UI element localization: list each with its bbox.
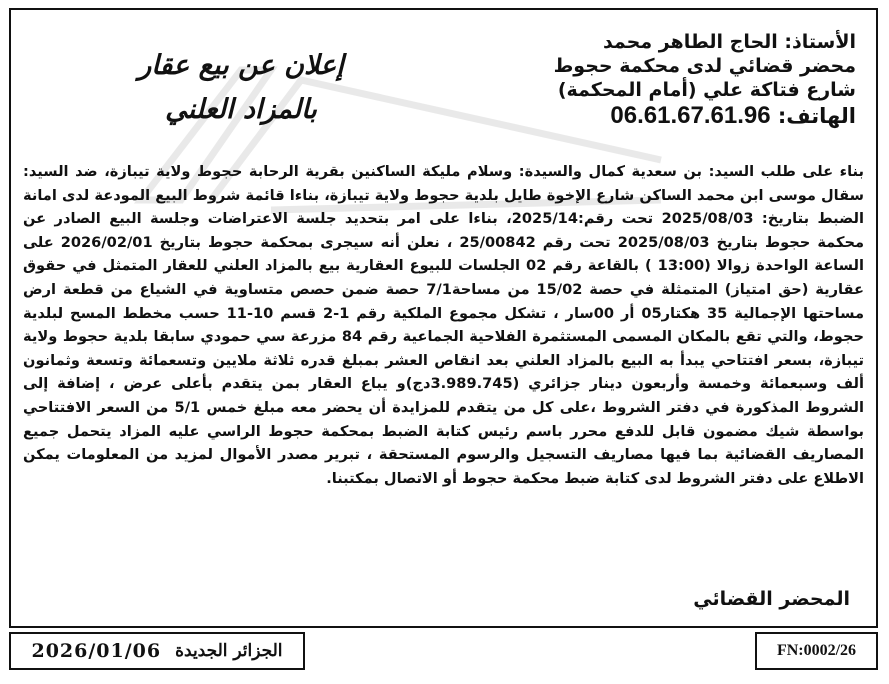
bailiff-role: محضر قضائي لدى محكمة حجوط: [553, 55, 856, 77]
phone-line: [496, 104, 856, 128]
bailiff-address: شارع فتاكة علي (أمام المحكمة): [557, 79, 856, 101]
newspaper-name: الجزائر الجديدة: [175, 641, 283, 661]
reference-box: [755, 632, 878, 670]
signature-label: المحضر القضائي: [693, 588, 850, 610]
phone-number: 06.61.67.61.96: [610, 102, 771, 129]
notice-body: بناء على طلب السيد: بن سعدية كمال والسيدة: وسلام مليكة الساكنين بقرية الرحابة حجوط ولاية تيبازة، ضد السيد: سقال موسى ابن محمد الساكن شارع الإخوة طايل بلدية حجوط ولاية تيبازة، بناءا قائمة شروط البيع المودعة لدى امانة الضبط بتاريخ: 2025/08/03 تحت رقم:2025/14، بناءا على امر بتحديد جلسة الاعتراضات وجلسة البيع الصادر عن محكمة حجوط بتاريخ 2025/08/03 تحت رقم 25/00842 ، نعلن أنه سيجرى بمحكمة حجوط بتاريخ 2026/02/01 على الساعة الواحدة زوالا (13:00 ) بالقاعة رقم 02 الجلسات للبيوع العقارية بيع بالمزاد العلني للعقار المتمثل في حقوق عقارية (حق امتياز) المتمثلة في حصة 15/02 من مساحة7/1 حصة ضمن حصص متساوية في الشياع من قطعة ارض مساحتها الإجمالية 35 هكتار05 أر 00سار ، تشكل مجموع الملكية رقم 1-2 قسم 10-11 حسب مخطط المسح لبلدية حجوط، والتي تقع بالمكان المسمى المستثمرة الفلاحية الجماعية رقم 84 مزرعة سي حمودي سابقا بلدية حجوط ولاية تيبازة، بسعر افتتاحي يبدأ به البيع بالمزاد العلني بعد انقاص العشر بمبلغ قدره ثلاثة ملايين وتسعمائة وتسعة وثمانون ألف وسبعمائة وخمسة وأربعون دينار جزائري (3.989.745دج)و يباع العقار بمن يتقدم بأعلى عرض ، إضافة إلى الشروط المذكورة في دفتر الشروط ،على كل من يتقدم للمزايدة أن يحضر معه مبلغ خمس 5/1 من السعر الافتتاحي بواسطة شيك مضمون قابل للدفع محرر باسم رئيس كتابة الضبط بمحكمة حجوط الراسي عليه المزاد يتحمل جميع المصاريف القضائية بما فيها مصاريف التسجيل والرسوم المستحقة ، تبرير مصدر الأموال لمزيد من المعلومات يمكن الاطلاع على دفتر الشروط لدى كتابة ضبط محكمة حجوط أو الاتصال بمكتبنا.: [23, 163, 864, 487]
publication-box: [9, 632, 305, 670]
notice-title-line2: بالمزاد العلني: [165, 94, 317, 125]
phone-label: الهاتف:: [777, 104, 856, 128]
publication-date: 2026/01/06: [31, 640, 162, 662]
notice-title: [91, 44, 391, 132]
bailiff-header: [496, 30, 856, 128]
reference-number: FN:0002/26: [776, 642, 857, 659]
notice-frame: [9, 8, 878, 628]
bailiff-name: الأستاذ: الحاج الطاهر محمد: [602, 31, 856, 53]
notice-title-line1: إعلان عن بيع عقار: [138, 50, 344, 81]
